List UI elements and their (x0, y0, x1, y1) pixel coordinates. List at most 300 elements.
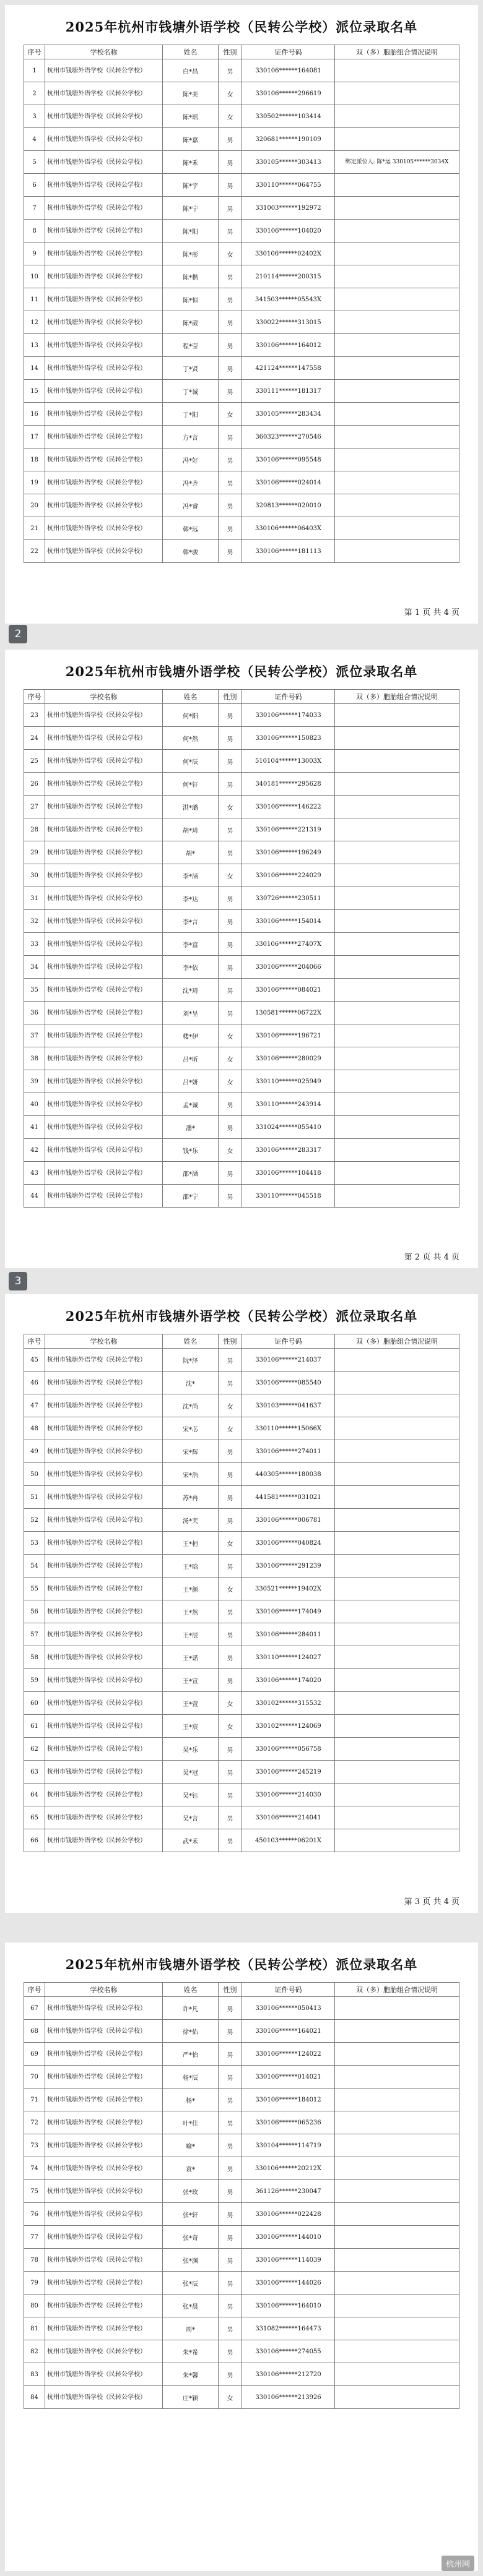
gender-cell: 女 (219, 1715, 242, 1738)
table-row (24, 265, 459, 288)
school-cell: 杭州市钱塘外语学校（民转公学校） (45, 1002, 163, 1024)
school-cell: 杭州市钱塘外语学校（民转公学校） (45, 2249, 163, 2272)
column-header: 学校名称 (45, 690, 163, 704)
twin-remark-cell (335, 1349, 459, 1372)
student-name-cell: 沈* (163, 1372, 219, 1394)
seq-cell: 7 (24, 197, 45, 220)
school-cell: 杭州市钱塘外语学校（民转公学校） (45, 1394, 163, 1417)
student-name-cell: 王*颜 (163, 1578, 219, 1600)
student-name-cell: 李*富 (163, 933, 219, 956)
gender-cell: 男 (219, 1806, 242, 1829)
student-name-cell: 叶*佳 (163, 2111, 219, 2134)
table-row (24, 1692, 459, 1715)
student-name-cell: 周* (163, 2317, 219, 2340)
twin-remark-cell (335, 1440, 459, 1463)
table-row (24, 1578, 459, 1600)
table-row (24, 773, 459, 796)
school-cell: 杭州市钱塘外语学校（民转公学校） (45, 887, 163, 910)
id-number-cell: 330110******045518 (242, 1185, 335, 1208)
seq-cell: 19 (24, 471, 45, 494)
column-header: 双（多）胞胎组合情况说明 (335, 1983, 459, 1997)
seq-cell: 58 (24, 1646, 45, 1669)
student-name-cell: 杨* (163, 2089, 219, 2111)
student-name-cell: 庄*颖 (163, 2386, 219, 2409)
seq-cell: 10 (24, 265, 45, 288)
school-cell: 杭州市钱塘外语学校（民转公学校） (45, 403, 163, 426)
twin-remark-cell (335, 910, 459, 933)
seq-cell: 50 (24, 1463, 45, 1486)
student-name-cell: 朱*希 (163, 2340, 219, 2363)
table-row (24, 1600, 459, 1623)
school-cell: 杭州市钱塘外语学校（民转公学校） (45, 471, 163, 494)
school-cell: 杭州市钱塘外语学校（民转公学校） (45, 128, 163, 151)
gender-cell: 男 (219, 1162, 242, 1185)
id-number-cell: 330106******164081 (242, 59, 335, 82)
id-number-cell: 330106******214041 (242, 1806, 335, 1829)
id-number-cell: 330106******174020 (242, 1669, 335, 1692)
twin-remark-cell (335, 334, 459, 357)
twin-remark-cell (335, 2111, 459, 2134)
twin-remark-cell (335, 1394, 459, 1417)
seq-cell: 4 (24, 128, 45, 151)
twin-remark-cell (335, 1486, 459, 1509)
id-number-cell: 330110******025949 (242, 1070, 335, 1093)
id-number-cell: 330103******041637 (242, 1394, 335, 1417)
id-number-cell: 330106******214037 (242, 1349, 335, 1372)
page-indicator-badge[interactable]: 2 (9, 625, 27, 643)
id-number-cell: 330106******27407X (242, 933, 335, 956)
table-row (24, 2363, 459, 2386)
student-name-cell: 陈*葳 (163, 311, 219, 334)
twin-remark-cell (335, 1761, 459, 1784)
school-cell: 杭州市钱塘外语学校（民转公学校） (45, 540, 163, 563)
id-number-cell: 330106******274011 (242, 1440, 335, 1463)
seq-cell: 32 (24, 910, 45, 933)
seq-cell: 84 (24, 2386, 45, 2409)
student-name-cell: 陈*恒 (163, 288, 219, 311)
gender-cell: 男 (219, 174, 242, 197)
admission-table (24, 689, 459, 1208)
seq-cell: 51 (24, 1486, 45, 1509)
gender-cell: 男 (219, 2089, 242, 2111)
gender-cell: 男 (219, 2249, 242, 2272)
id-number-cell: 130581******06722X (242, 1002, 335, 1024)
table-row (24, 1623, 459, 1646)
seq-cell: 26 (24, 773, 45, 796)
twin-remark-cell (335, 59, 459, 82)
school-cell: 杭州市钱塘外语学校（民转公学校） (45, 2295, 163, 2317)
table-row (24, 1349, 459, 1372)
school-cell: 杭州市钱塘外语学校（民转公学校） (45, 1806, 163, 1829)
student-name-cell: 张*晨 (163, 2295, 219, 2317)
table-row (24, 2089, 459, 2111)
seq-cell: 20 (24, 494, 45, 517)
gender-cell: 女 (219, 105, 242, 128)
gender-cell: 女 (219, 1024, 242, 1047)
id-number-cell: 330106******022428 (242, 2203, 335, 2226)
student-name-cell: 吴*言 (163, 1806, 219, 1829)
id-number-cell: 330106******214030 (242, 1784, 335, 1806)
table-row (24, 2386, 459, 2409)
page-title: 2025年杭州市钱塘外语学校（民转公学校）派位录取名单 (65, 1957, 418, 1972)
twin-remark-cell (335, 1093, 459, 1116)
seq-cell: 82 (24, 2340, 45, 2363)
column-header: 序号 (24, 45, 45, 59)
id-number-cell: 331003******192972 (242, 197, 335, 220)
twin-remark-cell (335, 403, 459, 426)
gender-cell: 男 (219, 1463, 242, 1486)
school-cell: 杭州市钱塘外语学校（民转公学校） (45, 380, 163, 403)
twin-remark-cell (335, 1715, 459, 1738)
gender-cell: 男 (219, 151, 242, 174)
school-cell: 杭州市钱塘外语学校（民转公学校） (45, 2020, 163, 2043)
twin-remark-cell (335, 1463, 459, 1486)
school-cell: 杭州市钱塘外语学校（民转公学校） (45, 1532, 163, 1555)
column-header: 序号 (24, 690, 45, 704)
student-name-cell: 何*轩 (163, 773, 219, 796)
school-cell: 杭州市钱塘外语学校（民转公学校） (45, 174, 163, 197)
gender-cell: 男 (219, 2043, 242, 2066)
id-number-cell: 330106******024014 (242, 471, 335, 494)
column-header: 双（多）胞胎组合情况说明 (335, 690, 459, 704)
seq-cell: 22 (24, 540, 45, 563)
id-number-cell: 330106******056758 (242, 1738, 335, 1761)
twin-remark-cell (335, 1555, 459, 1578)
id-number-cell: 330110******064755 (242, 174, 335, 197)
gender-cell: 男 (219, 311, 242, 334)
column-header: 证件号码 (242, 1334, 335, 1349)
gender-cell: 男 (219, 818, 242, 841)
table-row (24, 151, 459, 174)
table-row (24, 2226, 459, 2249)
seq-cell: 28 (24, 818, 45, 841)
gender-cell: 男 (219, 1784, 242, 1806)
student-name-cell: 张*玫 (163, 2180, 219, 2203)
seq-cell: 43 (24, 1162, 45, 1185)
seq-cell: 34 (24, 956, 45, 979)
id-number-cell: 421124******147558 (242, 357, 335, 380)
twin-remark-cell (335, 841, 459, 864)
school-cell: 杭州市钱塘外语学校（民转公学校） (45, 818, 163, 841)
seq-cell: 63 (24, 1761, 45, 1784)
gender-cell: 男 (219, 1349, 242, 1372)
school-cell: 杭州市钱塘外语学校（民转公学校） (45, 1024, 163, 1047)
school-cell: 杭州市钱塘外语学校（民转公学校） (45, 357, 163, 380)
seq-cell: 54 (24, 1555, 45, 1578)
table-row (24, 59, 459, 82)
id-number-cell: 330106******06403X (242, 517, 335, 540)
id-number-cell: 330106******274055 (242, 2340, 335, 2363)
gender-cell: 男 (219, 2295, 242, 2317)
seq-cell: 36 (24, 1002, 45, 1024)
seq-cell: 33 (24, 933, 45, 956)
gender-cell: 男 (219, 265, 242, 288)
student-name-cell: 吕*昕 (163, 1047, 219, 1070)
student-name-cell: 冯*睿 (163, 494, 219, 517)
student-name-cell: 钱*乐 (163, 1139, 219, 1162)
school-cell: 杭州市钱塘外语学校（民转公学校） (45, 864, 163, 887)
twin-remark-cell (335, 2295, 459, 2317)
gender-cell: 女 (219, 1139, 242, 1162)
twin-remark-cell (335, 727, 459, 750)
student-name-cell: 丁*贤 (163, 357, 219, 380)
table-row (24, 105, 459, 128)
id-number-cell: 330106******283317 (242, 1139, 335, 1162)
twin-remark-cell (335, 2066, 459, 2089)
twin-remark-cell (335, 1002, 459, 1024)
table-row (24, 334, 459, 357)
student-name-cell: 陈*彤 (163, 243, 219, 265)
table-header-row (24, 1983, 459, 1997)
gender-cell: 男 (219, 1761, 242, 1784)
student-name-cell: 陈*楷 (163, 265, 219, 288)
table-row (24, 1669, 459, 1692)
gender-cell: 男 (219, 933, 242, 956)
twin-remark-cell (335, 1024, 459, 1047)
id-number-cell: 330502******103414 (242, 105, 335, 128)
seq-cell: 1 (24, 59, 45, 82)
column-header: 双（多）胞胎组合情况说明 (335, 45, 459, 59)
seq-cell: 27 (24, 796, 45, 818)
seq-cell: 73 (24, 2134, 45, 2157)
id-number-cell: 330106******02402X (242, 243, 335, 265)
table-row (24, 1162, 459, 1185)
gender-cell: 男 (219, 494, 242, 517)
id-number-cell: 330102******124069 (242, 1715, 335, 1738)
gender-cell: 男 (219, 426, 242, 449)
gender-cell: 女 (219, 1417, 242, 1440)
table-row (24, 2111, 459, 2134)
gender-cell: 女 (219, 403, 242, 426)
student-name-cell: 张*奇 (163, 2226, 219, 2249)
student-name-cell: 陈*禾 (163, 151, 219, 174)
id-number-cell: 441581******031021 (242, 1486, 335, 1509)
table-row (24, 1761, 459, 1784)
id-number-cell: 330105******283434 (242, 403, 335, 426)
school-cell: 杭州市钱塘外语学校（民转公学校） (45, 2111, 163, 2134)
student-name-cell: 王*宣 (163, 1669, 219, 1692)
table-row (24, 1555, 459, 1578)
gender-cell: 男 (219, 727, 242, 750)
gender-cell: 男 (219, 841, 242, 864)
student-name-cell: 袁* (163, 2157, 219, 2180)
school-cell: 杭州市钱塘外语学校（民转公学校） (45, 426, 163, 449)
school-cell: 杭州市钱塘外语学校（民转公学校） (45, 727, 163, 750)
seq-cell: 42 (24, 1139, 45, 1162)
student-name-cell: 方*言 (163, 426, 219, 449)
twin-remark-cell (335, 449, 459, 471)
school-cell: 杭州市钱塘外语学校（民转公学校） (45, 1139, 163, 1162)
gender-cell: 男 (219, 2272, 242, 2295)
student-name-cell: 朱*馨 (163, 2363, 219, 2386)
column-header: 序号 (24, 1983, 45, 1997)
school-cell: 杭州市钱塘外语学校（民转公学校） (45, 1829, 163, 1852)
gender-cell: 男 (219, 220, 242, 243)
gender-cell: 男 (219, 1997, 242, 2020)
admission-table (24, 1982, 459, 2409)
table-row (24, 1715, 459, 1738)
seq-cell: 61 (24, 1715, 45, 1738)
twin-remark-cell (335, 2134, 459, 2157)
student-name-cell: 许*凡 (163, 1997, 219, 2020)
id-number-cell: 330111******181317 (242, 380, 335, 403)
student-name-cell: 沈*尚 (163, 1394, 219, 1417)
gender-cell: 男 (219, 449, 242, 471)
twin-remark-cell (335, 704, 459, 727)
id-number-cell: 330106******224029 (242, 864, 335, 887)
gender-cell: 男 (219, 288, 242, 311)
student-name-cell: 苏*冉 (163, 1486, 219, 1509)
seq-cell: 14 (24, 357, 45, 380)
seq-cell: 40 (24, 1093, 45, 1116)
id-number-cell: 330106******114039 (242, 2249, 335, 2272)
table-row (24, 357, 459, 380)
twin-remark-cell (335, 2043, 459, 2066)
page-indicator-badge[interactable]: 3 (9, 1272, 27, 1290)
table-row (24, 2157, 459, 2180)
student-name-cell: 潘* (163, 1116, 219, 1139)
column-header: 性别 (219, 1983, 242, 1997)
student-name-cell: 楼*伊 (163, 1024, 219, 1047)
student-name-cell: 杨*辰 (163, 2066, 219, 2089)
gender-cell: 男 (219, 2363, 242, 2386)
seq-cell: 2 (24, 82, 45, 105)
column-header: 学校名称 (45, 1983, 163, 1997)
gender-cell: 女 (219, 796, 242, 818)
twin-remark-cell (335, 750, 459, 773)
school-cell: 杭州市钱塘外语学校（民转公学校） (45, 1646, 163, 1669)
school-cell: 杭州市钱塘外语学校（民转公学校） (45, 1738, 163, 1761)
twin-remark-cell (335, 887, 459, 910)
student-name-cell: 张*渊 (163, 2249, 219, 2272)
twin-remark-cell (335, 1578, 459, 1600)
table-row (24, 887, 459, 910)
id-number-cell: 330110******124027 (242, 1646, 335, 1669)
seq-cell: 67 (24, 1997, 45, 2020)
gender-cell: 男 (219, 1440, 242, 1463)
id-number-cell: 330106******144026 (242, 2272, 335, 2295)
id-number-cell: 330106******164021 (242, 2020, 335, 2043)
school-cell: 杭州市钱塘外语学校（民转公学校） (45, 1116, 163, 1139)
student-name-cell: 宋*辉 (163, 1440, 219, 1463)
document-page (5, 1943, 478, 2571)
twin-remark-cell (335, 979, 459, 1002)
student-name-cell: 孟*诚 (163, 1093, 219, 1116)
seq-cell: 12 (24, 311, 45, 334)
student-name-cell: 张*轩 (163, 2203, 219, 2226)
id-number-cell: 330106******296619 (242, 82, 335, 105)
page-number: 第 2 页 共 4 页 (404, 1253, 459, 1262)
student-name-cell: 汤*芙 (163, 1509, 219, 1532)
gender-cell: 男 (219, 2226, 242, 2249)
gender-cell: 女 (219, 1692, 242, 1715)
school-cell: 杭州市钱塘外语学校（民转公学校） (45, 841, 163, 864)
school-cell: 杭州市钱塘外语学校（民转公学校） (45, 1162, 163, 1185)
school-cell: 杭州市钱塘外语学校（民转公学校） (45, 2226, 163, 2249)
school-cell: 杭州市钱塘外语学校（民转公学校） (45, 197, 163, 220)
seq-cell: 81 (24, 2317, 45, 2340)
twin-remark-cell (335, 243, 459, 265)
seq-cell: 24 (24, 727, 45, 750)
table-row (24, 1440, 459, 1463)
twin-remark-cell (335, 1829, 459, 1852)
id-number-cell: 330106******154014 (242, 910, 335, 933)
gender-cell: 男 (219, 979, 242, 1002)
twin-remark-cell (335, 540, 459, 563)
id-number-cell: 341503******05543X (242, 288, 335, 311)
school-cell: 杭州市钱塘外语学校（民转公学校） (45, 933, 163, 956)
gender-cell: 男 (219, 704, 242, 727)
twin-remark-cell (335, 1139, 459, 1162)
id-number-cell: 331024******055410 (242, 1116, 335, 1139)
page-number: 第 1 页 共 4 页 (404, 608, 459, 617)
student-name-cell: 宋*浩 (163, 1463, 219, 1486)
table-row (24, 2134, 459, 2157)
id-number-cell: 331082******164473 (242, 2317, 335, 2340)
school-cell: 杭州市钱塘外语学校（民转公学校） (45, 105, 163, 128)
table-header-row (24, 1334, 459, 1349)
twin-remark-cell (335, 2203, 459, 2226)
table-row (24, 2066, 459, 2089)
seq-cell: 66 (24, 1829, 45, 1852)
student-name-cell: 陈*嘉 (163, 128, 219, 151)
id-number-cell: 330106******280029 (242, 1047, 335, 1070)
twin-remark-cell (335, 2226, 459, 2249)
school-cell: 杭州市钱塘外语学校（民转公学校） (45, 796, 163, 818)
table-row (24, 1093, 459, 1116)
table-row (24, 449, 459, 471)
id-number-cell: 330022******313015 (242, 311, 335, 334)
seq-cell: 83 (24, 2363, 45, 2386)
school-cell: 杭州市钱塘外语学校（民转公学校） (45, 1070, 163, 1093)
table-row (24, 1829, 459, 1852)
page-number: 第 3 页 共 4 页 (404, 1897, 459, 1907)
id-number-cell: 330106******124022 (242, 2043, 335, 2066)
student-name-cell: 程*莹 (163, 334, 219, 357)
twin-remark-cell (335, 82, 459, 105)
table-row (24, 704, 459, 727)
student-name-cell: 刘*呈 (163, 1002, 219, 1024)
table-row (24, 380, 459, 403)
page-title: 2025年杭州市钱塘外语学校（民转公学校）派位录取名单 (65, 19, 418, 35)
table-header-row (24, 690, 459, 704)
seq-cell: 30 (24, 864, 45, 887)
gender-cell: 男 (219, 1669, 242, 1692)
table-row (24, 979, 459, 1002)
seq-cell: 60 (24, 1692, 45, 1715)
school-cell: 杭州市钱塘外语学校（民转公学校） (45, 2043, 163, 2066)
id-number-cell: 330106******006781 (242, 1509, 335, 1532)
gender-cell: 男 (219, 334, 242, 357)
twin-remark-cell (335, 2157, 459, 2180)
gender-cell: 男 (219, 128, 242, 151)
student-name-cell: 吕*妍 (163, 1070, 219, 1093)
school-cell: 杭州市钱塘外语学校（民转公学校） (45, 2363, 163, 2386)
seq-cell: 57 (24, 1623, 45, 1646)
seq-cell: 15 (24, 380, 45, 403)
seq-cell: 8 (24, 220, 45, 243)
school-cell: 杭州市钱塘外语学校（民转公学校） (45, 220, 163, 243)
school-cell: 杭州市钱塘外语学校（民转公学校） (45, 1349, 163, 1372)
table-row (24, 1784, 459, 1806)
student-name-cell: 王*辰 (163, 1623, 219, 1646)
gender-cell: 女 (219, 1394, 242, 1417)
twin-remark-cell (335, 1047, 459, 1070)
student-name-cell: 何*辰 (163, 750, 219, 773)
gender-cell: 男 (219, 2180, 242, 2203)
id-number-cell: 210114******200315 (242, 265, 335, 288)
twin-remark-cell (335, 2089, 459, 2111)
